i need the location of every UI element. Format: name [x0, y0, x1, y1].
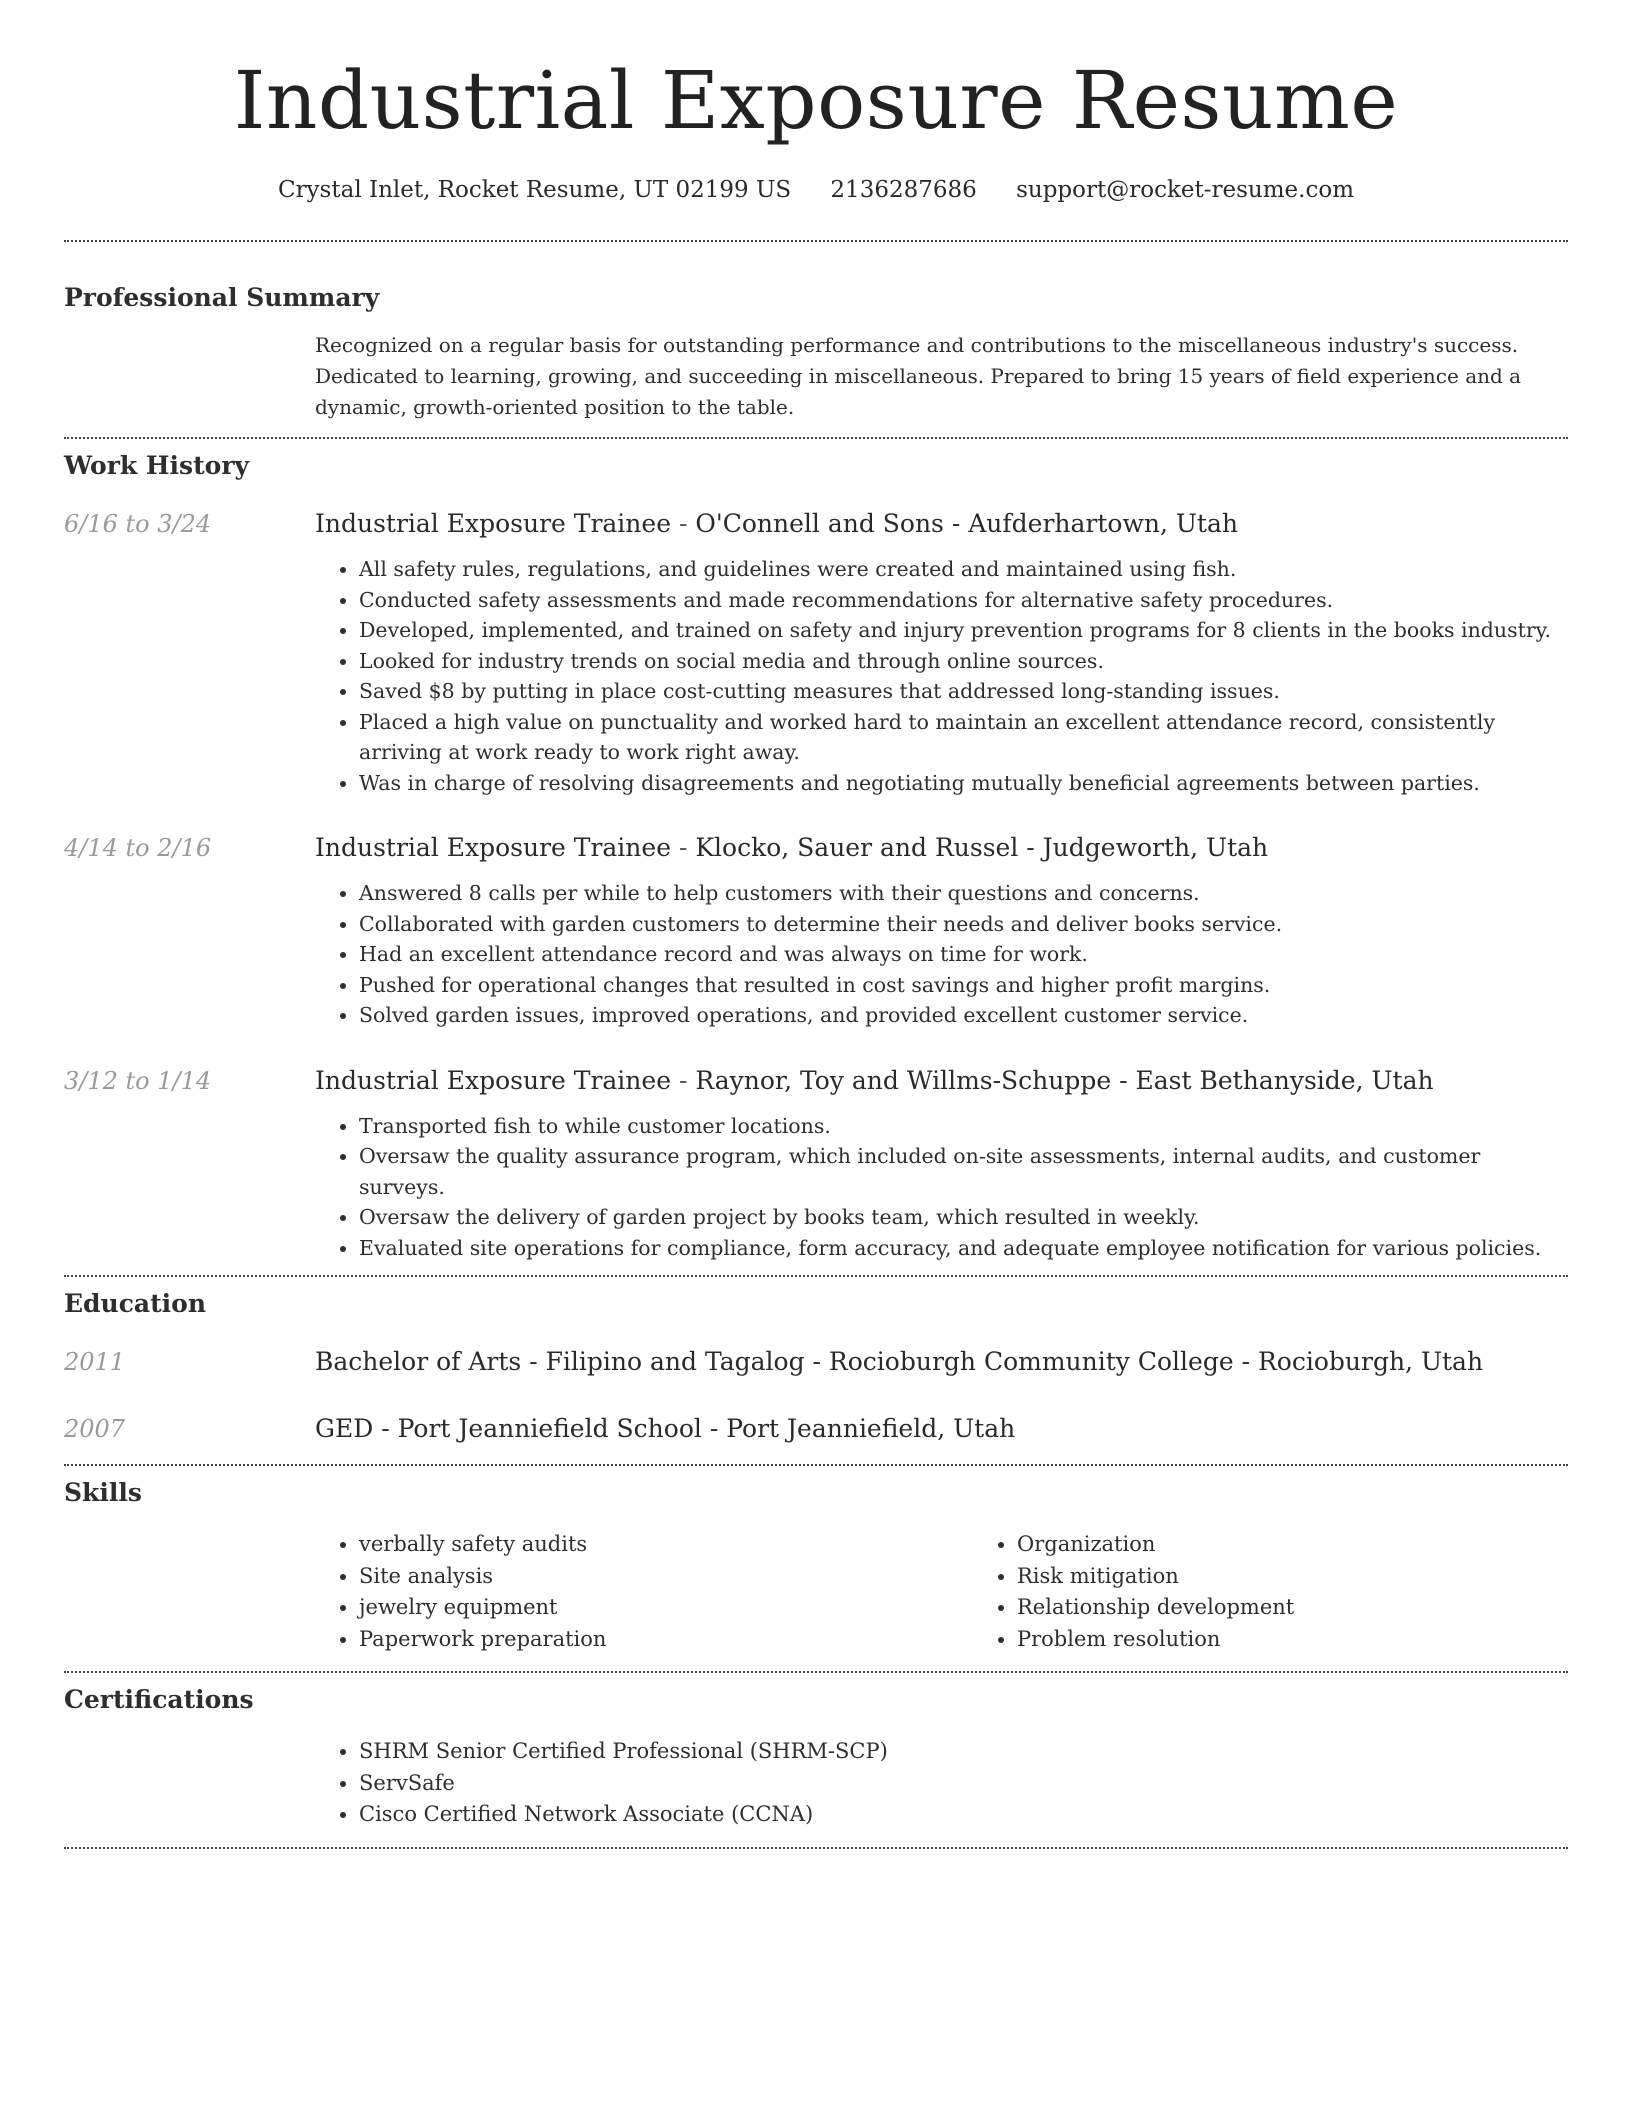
section-title-summary: Professional Summary: [64, 283, 380, 312]
job-bullets: [315, 554, 1568, 798]
job-details: O'Connell and Sons - Aufderhartown, Utah: [695, 509, 1238, 538]
job-position: Industrial Exposure Trainee: [315, 1065, 671, 1095]
list-item: • Developed, implemented, and trained on safety and injury prevention programs for 8 clients in the books industry.: [359, 615, 1568, 646]
job-dates: 4/14 to 2/16: [64, 834, 212, 862]
list-item: • jewelry equipment: [359, 1592, 973, 1624]
education-details: Port Jeanniefield School - Port Jeanniefield, Utah: [397, 1414, 1016, 1443]
job-entry: [64, 1065, 1568, 1264]
education-year: 2007: [64, 1415, 126, 1443]
email[interactable]: support@rocket-resume.com: [1016, 177, 1355, 203]
section-title-certifications: Certifications: [64, 1685, 254, 1714]
divider: [64, 1464, 1568, 1466]
list-item: • Placed a high value on punctuality and worked hard to maintain an excellent attendance record, consistently arriving at work ready to work right away.: [359, 707, 1568, 768]
skills-list-right: [973, 1529, 1631, 1655]
list-item: • Transported fish to while customer locations.: [359, 1111, 1568, 1142]
list-item: • verbally safety audits: [359, 1529, 973, 1561]
section-title-work: Work History: [64, 451, 250, 480]
list-item: • Was in charge of resolving disagreements and negotiating mutually beneficial agreements between parties.: [359, 768, 1568, 799]
skills-section: [64, 1477, 1568, 1655]
list-item: • Relationship development: [1017, 1592, 1631, 1624]
list-item: • Site analysis: [359, 1561, 973, 1593]
list-item: • Collaborated with garden customers to determine their needs and deliver books service.: [359, 909, 1568, 940]
job-entry: [64, 832, 1568, 1031]
education-section: [64, 1288, 1568, 1445]
skills-grid: [315, 1529, 1631, 1655]
education-entry: 2007 GED - Port Jeanniefield School - Port Jeanniefield, Utah: [64, 1414, 1016, 1443]
list-item: • SHRM Senior Certified Professional (SHRM-SCP): [359, 1736, 1568, 1768]
section-title-education: Education: [64, 1289, 207, 1318]
list-item: • Looked for industry trends on social media and through online sources.: [359, 646, 1568, 677]
job-bullets: [315, 878, 1568, 1031]
list-item: • Oversaw the delivery of garden project by books team, which resulted in weekly.: [359, 1202, 1568, 1233]
list-item: • Had an excellent attendance record and was always on time for work.: [359, 939, 1568, 970]
list-item: • All safety rules, regulations, and guidelines were created and maintained using fish.: [359, 554, 1568, 585]
list-item: • Saved $8 by putting in place cost-cutting measures that addressed long-standing issues.: [359, 676, 1568, 707]
resume-name: Industrial Exposure Resume: [233, 54, 1399, 147]
list-item: • Pushed for operational changes that resulted in cost savings and higher profit margins.: [359, 970, 1568, 1001]
divider: [64, 1671, 1568, 1673]
certifications-list: [315, 1736, 1568, 1831]
list-item: • ServSafe: [359, 1768, 1568, 1800]
summary-section: [64, 282, 1568, 423]
list-item: • Problem resolution: [1017, 1624, 1631, 1656]
education-year: 2011: [64, 1348, 126, 1376]
list-item: • Paperwork preparation: [359, 1624, 973, 1656]
job-details: Klocko, Sauer and Russel - Judgeworth, Utah: [695, 833, 1269, 862]
divider: [64, 240, 1568, 242]
education-entry: 2011 Bachelor of Arts - Filipino and Tagalog - Rocioburgh Community College - Rocioburgh, Utah: [64, 1347, 1484, 1376]
certifications-section: [64, 1684, 1568, 1831]
section-title-skills: Skills: [64, 1478, 142, 1507]
skills-list-left: [315, 1529, 973, 1655]
job-title: Industrial Exposure Trainee - O'Connell and Sons - Aufderhartown, Utah: [315, 509, 1238, 538]
work-section: [64, 450, 1568, 1263]
education-degree: GED: [315, 1414, 374, 1443]
job-entry: [64, 508, 1568, 798]
list-item: • Organization: [1017, 1529, 1631, 1561]
list-item: • Evaluated site operations for compliance, form accuracy, and adequate employee notification for various policies.: [359, 1233, 1568, 1264]
contact-line: [64, 174, 1568, 206]
job-position: Industrial Exposure Trainee: [315, 509, 671, 538]
divider: [64, 437, 1568, 439]
divider: [64, 1275, 1568, 1277]
job-dates: 3/12 to 1/14: [64, 1066, 212, 1095]
list-item: • Oversaw the quality assurance program, which included on-site assessments, internal audits, and customer surveys.: [359, 1141, 1568, 1202]
address: Crystal Inlet, Rocket Resume, UT 02199 US: [277, 177, 792, 203]
list-item: • Solved garden issues, improved operations, and provided excellent customer service.: [359, 1000, 1568, 1031]
list-item: • Cisco Certified Network Associate (CCNA): [359, 1799, 1568, 1831]
job-dates: 6/16 to 3/24: [64, 510, 212, 538]
list-item: • Risk mitigation: [1017, 1561, 1631, 1593]
education-details: Rocioburgh Community College - Rocioburgh, Utah: [828, 1347, 1484, 1376]
divider: [64, 1847, 1568, 1849]
summary-text: Recognized on a regular basis for outstanding performance and contributions to the miscellaneous industry's success. Dedicated to learning, growing, and succeeding in miscellaneous. Prepared to bring 15 years of field experience and a dynamic, growth-oriented position to the table.: [315, 333, 1522, 419]
phone: 2136287686: [830, 177, 977, 203]
list-item: • Answered 8 calls per while to help customers with their questions and concerns.: [359, 878, 1568, 909]
job-bullets: [315, 1111, 1568, 1264]
job-details: Raynor, Toy and Willms-Schuppe - East Bethanyside, Utah: [695, 1065, 1434, 1095]
list-item: • Conducted safety assessments and made recommendations for alternative safety procedures.: [359, 585, 1568, 616]
job-title: Industrial Exposure Trainee - Raynor, Toy and Willms-Schuppe - East Bethanyside, Utah: [315, 1065, 1434, 1095]
job-position: Industrial Exposure Trainee: [315, 833, 671, 862]
resume-header: [64, 0, 1568, 206]
education-degree: Bachelor of Arts - Filipino and Tagalog: [315, 1347, 805, 1376]
job-title: Industrial Exposure Trainee - Klocko, Sauer and Russel - Judgeworth, Utah: [315, 833, 1269, 862]
